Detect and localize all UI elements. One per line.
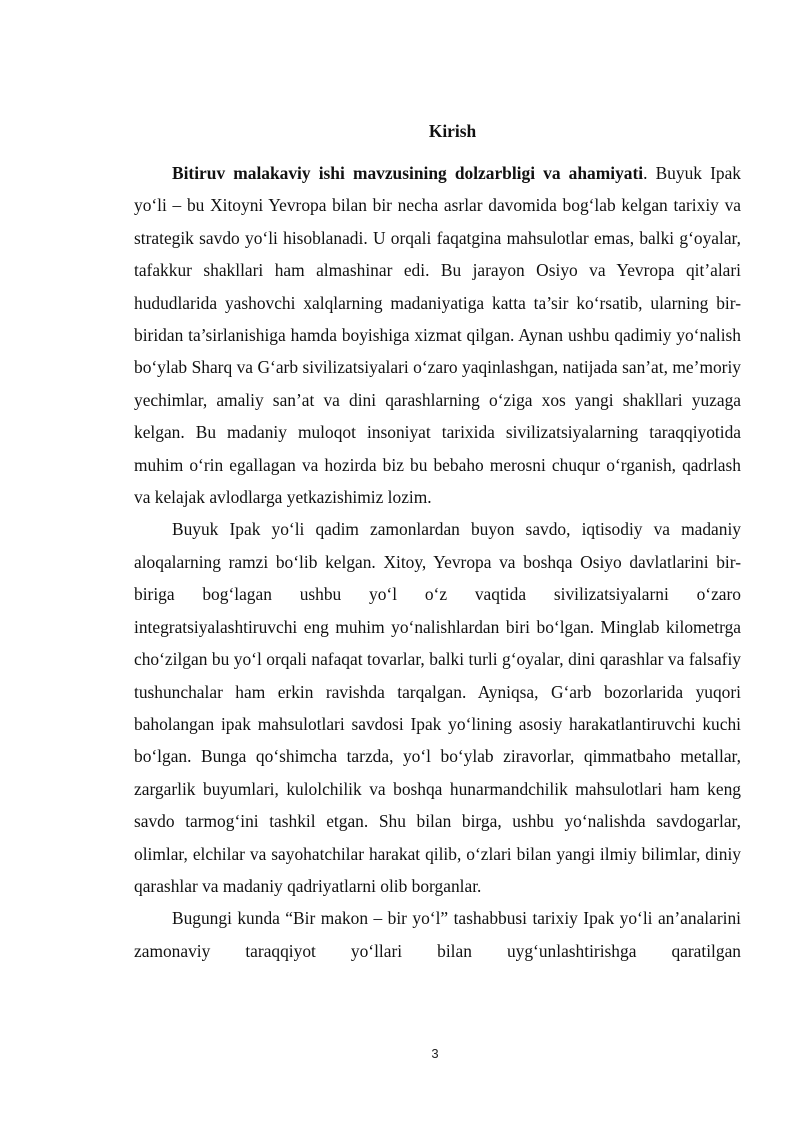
paragraph-2 xyxy=(134,513,741,902)
document-body xyxy=(134,118,741,967)
section-heading: Kirish xyxy=(428,121,477,141)
paragraph-text: Buyuk Ipak yo‘li qadim zamonlardan buyon savdo, iqtisodiy va madaniy aloqalarning ramzi bo‘lib kelgan. Xitoy, Yevropa va boshqa Osiyo davlatlarini bir-biriga bog‘lagan ushbu yo‘l o‘z vaqtida sivilizatsiyalarni o‘zaro integratsiyalashtiruvchi eng muhim yo‘nalishlardan biri bo‘lgan. Minglab kilometrga cho‘zilgan bu yo‘l orqali nafaqat tovarlar, balki turli g‘oyalar, dini qarashlar va falsafiy tushunchalar ham erkin ravishda tarqalgan. Ayniqsa, G‘arb bozorlarida yuqori baholangan ipak mahsulotlari savdosi Ipak yo‘lining asosiy harakatlantiruvchi kuchi bo‘lgan. Bunga qo‘shimcha tarzda, yo‘l bo‘ylab ziravorlar, qimmatbaho metallar, zargarlik buyumlari, kulolchilik va boshqa hunarmandchilik mahsulotlari ham keng savdo tarmog‘ini tashkil etgan. Shu bilan birga, ushbu yo‘nalishda savdogarlar, olimlar, elchilar va sayohatchilar harakat qilib, o‘zlari bilan yangi ilmiy bilimlar, diniy qarashlar va madaniy qadriyatlarni olib borganlar. xyxy=(134,519,741,896)
paragraph-lead: Bitiruv malakaviy ishi mavzusining dolzarbligi va ahamiyati xyxy=(172,163,644,183)
page-number: 3 xyxy=(431,1046,439,1061)
paragraph-text: . Buyuk Ipak yo‘li – bu Xitoyni Yevropa bilan bir necha asrlar davomida bog‘lab kelgan tarixiy va strategik savdo yo‘li hisoblanadi. U orqali faqatgina mahsulotlar emas, balki g‘oyalar, tafakkur shakllari ham almashinar edi. Bu jarayon Osiyo va Yevropa qit’alari hududlarida yashovchi xalqlarning madaniyatiga katta ta’sir ko‘rsatib, ularning bir-biridan ta’sirlanishiga hamda boyishiga xizmat qilgan. Aynan ushbu qadimiy yo‘nalish bo‘ylab Sharq va G‘arb sivilizatsiyalari o‘zaro yaqinlashgan, natijada san’at, me’moriy yechimlar, amaliy san’at va dini qarashlarning o‘ziga xos yangi shakllari yuzaga kelgan. Bu madaniy muloqot insoniyat tarixida sivilizatsiyalarning taraqqiyotida muhim o‘rin egallagan va hozirda biz bu bebaho merosni chuqur o‘rganish, qadrlash va kelajak avlodlarga yetkazishimiz lozim. xyxy=(134,163,741,508)
paragraph-1 xyxy=(134,157,741,513)
paragraph-text: Bugungi kunda “Bir makon – bir yo‘l” tashabbusi tarixiy Ipak yo‘li an’analarini zamonaviy taraqqiyot yo‘llari bilan uyg‘unlashtirishga qaratilgan xyxy=(134,908,741,961)
paragraph-3 xyxy=(134,902,741,967)
